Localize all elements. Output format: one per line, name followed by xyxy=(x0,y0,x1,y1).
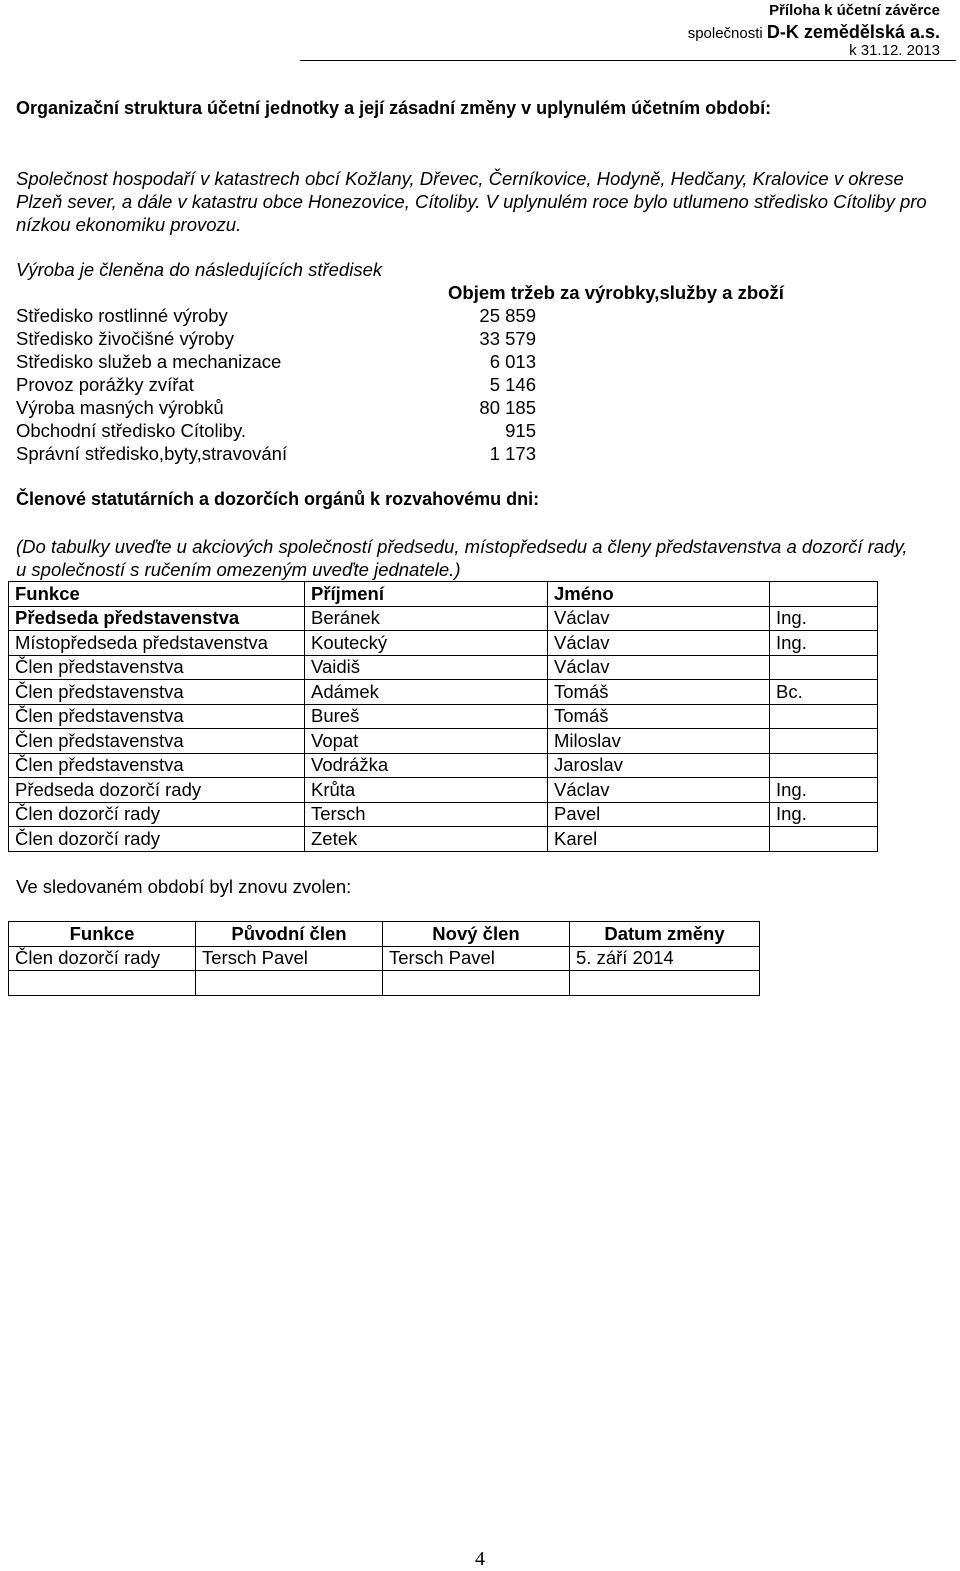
section-title-organization: Organizační struktura účetní jednotky a její zásadní změny v uplynulém účetním období: xyxy=(16,98,772,118)
change-original-member: Tersch Pavel xyxy=(196,946,383,971)
member-row xyxy=(9,631,878,656)
member-row xyxy=(9,606,878,631)
production-row xyxy=(16,396,536,419)
header-rule xyxy=(300,60,956,61)
members-col-title xyxy=(770,582,878,607)
change-row xyxy=(9,946,760,971)
organization-paragraph: Společnost hospodaří v katastrech obcí Kožlany, Dřevec, Černíkovice, Hodyně, Hedčany, Kralovice v okrese Plzeň sever, a dále v katastru obce Honezovice, Cítoliby. V uplynulém roce bylo utlumeno středisko Cítoliby pro nízkou ekonomiku provozu. xyxy=(16,168,927,235)
production-center-name: Středisko rostlinné výroby xyxy=(16,305,228,326)
page-number: 4 xyxy=(475,1548,485,1570)
member-surname: Koutecký xyxy=(305,631,548,656)
production-center-name: Středisko živočišné výroby xyxy=(16,328,234,349)
member-title xyxy=(770,704,878,729)
member-surname: Tersch xyxy=(305,802,548,827)
members-note: (Do tabulky uveďte u akciových společností předsedu, místopředsedu a členy představenstva a dozorčí rady, u společností s ručením omezeným uveďte jednatele.) xyxy=(16,536,908,580)
member-function: Člen představenstva xyxy=(9,753,305,778)
member-surname: Bureš xyxy=(305,704,548,729)
production-center-value: 1 173 xyxy=(489,443,536,464)
member-surname: Vopat xyxy=(305,729,548,754)
change-function: Člen dozorčí rady xyxy=(9,946,196,971)
production-center-value: 5 146 xyxy=(489,374,536,395)
changes-table xyxy=(8,921,760,996)
header-date: k 31.12. 2013 xyxy=(849,42,940,59)
member-function: Člen představenstva xyxy=(9,655,305,680)
change-date xyxy=(570,971,760,996)
production-center-name: Provoz porážky zvířat xyxy=(16,374,194,395)
member-name: Václav xyxy=(548,606,770,631)
member-name: Václav xyxy=(548,655,770,680)
member-function: Předseda dozorčí rady xyxy=(9,778,305,803)
member-name: Václav xyxy=(548,778,770,803)
member-title: Ing. xyxy=(770,631,878,656)
member-name: Miloslav xyxy=(548,729,770,754)
production-center-name: Středisko služeb a mechanizace xyxy=(16,351,282,372)
member-name: Pavel xyxy=(548,802,770,827)
member-surname: Beránek xyxy=(305,606,548,631)
production-row xyxy=(16,373,536,396)
changes-col-original: Původní člen xyxy=(196,922,383,947)
member-function: Člen dozorčí rady xyxy=(9,802,305,827)
member-title xyxy=(770,729,878,754)
production-sales-header: Objem tržeb za výrobky,služby a zboží xyxy=(448,282,784,303)
production-center-name: Obchodní středisko Cítoliby. xyxy=(16,420,246,441)
member-row xyxy=(9,802,878,827)
member-row xyxy=(9,729,878,754)
members-col-function: Funkce xyxy=(9,582,305,607)
production-center-value: 25 859 xyxy=(479,305,536,326)
section-title-members: Členové statutárních a dozorčích orgánů k rozvahovému dni: xyxy=(16,489,540,509)
member-function: Předseda představenstva xyxy=(9,606,305,631)
member-surname: Vaidiš xyxy=(305,655,548,680)
production-row xyxy=(16,419,536,442)
members-col-surname: Příjmení xyxy=(305,582,548,607)
production-row xyxy=(16,304,536,327)
change-new-member: Tersch Pavel xyxy=(383,946,570,971)
change-new-member xyxy=(383,971,570,996)
production-intro: Výroba je členěna do následujících středisek xyxy=(16,259,383,280)
production-center-value: 6 013 xyxy=(489,351,536,372)
member-surname: Zetek xyxy=(305,827,548,852)
member-function: Člen představenstva xyxy=(9,704,305,729)
member-name: Tomáš xyxy=(548,704,770,729)
member-row xyxy=(9,753,878,778)
change-row xyxy=(9,971,760,996)
member-title: Ing. xyxy=(770,802,878,827)
member-title xyxy=(770,655,878,680)
header-company-name: D-K zemědělská a.s. xyxy=(766,22,940,42)
header-company-line xyxy=(688,22,940,43)
changes-header-row xyxy=(9,922,760,947)
production-center-name: Správní středisko,byty,stravování xyxy=(16,443,288,464)
member-surname: Krůta xyxy=(305,778,548,803)
production-center-value: 915 xyxy=(505,420,536,441)
members-col-name: Jméno xyxy=(548,582,770,607)
changes-col-date: Datum změny xyxy=(570,922,760,947)
member-name: Karel xyxy=(548,827,770,852)
member-surname: Vodrážka xyxy=(305,753,548,778)
production-row xyxy=(16,327,536,350)
member-title xyxy=(770,753,878,778)
production-center-name: Výroba masných výrobků xyxy=(16,397,224,418)
change-date: 5. září 2014 xyxy=(570,946,760,971)
member-function: Člen dozorčí rady xyxy=(9,827,305,852)
production-row xyxy=(16,442,536,465)
member-row xyxy=(9,680,878,705)
change-original-member xyxy=(196,971,383,996)
members-header-row xyxy=(9,582,878,607)
member-function: Člen představenstva xyxy=(9,729,305,754)
header-company-prefix: společnosti xyxy=(687,25,763,42)
member-surname: Adámek xyxy=(305,680,548,705)
production-list xyxy=(16,304,536,465)
member-row xyxy=(9,655,878,680)
changes-col-new: Nový člen xyxy=(383,922,570,947)
production-center-value: 33 579 xyxy=(479,328,536,349)
member-row xyxy=(9,778,878,803)
member-title: Ing. xyxy=(770,778,878,803)
member-row xyxy=(9,704,878,729)
header-annex-title: Příloha k účetní závěrce xyxy=(769,2,940,19)
member-row xyxy=(9,827,878,852)
production-center-value: 80 185 xyxy=(479,397,536,418)
change-function xyxy=(9,971,196,996)
reelected-intro: Ve sledovaném období byl znovu zvolen: xyxy=(16,876,352,897)
member-name: Tomáš xyxy=(548,680,770,705)
member-name: Jaroslav xyxy=(548,753,770,778)
members-table xyxy=(8,581,878,852)
member-name: Václav xyxy=(548,631,770,656)
member-function: Člen představenstva xyxy=(9,680,305,705)
member-title xyxy=(770,827,878,852)
member-title: Bc. xyxy=(770,680,878,705)
member-function: Místopředseda představenstva xyxy=(9,631,305,656)
changes-col-function: Funkce xyxy=(9,922,196,947)
member-title: Ing. xyxy=(770,606,878,631)
production-row xyxy=(16,350,536,373)
